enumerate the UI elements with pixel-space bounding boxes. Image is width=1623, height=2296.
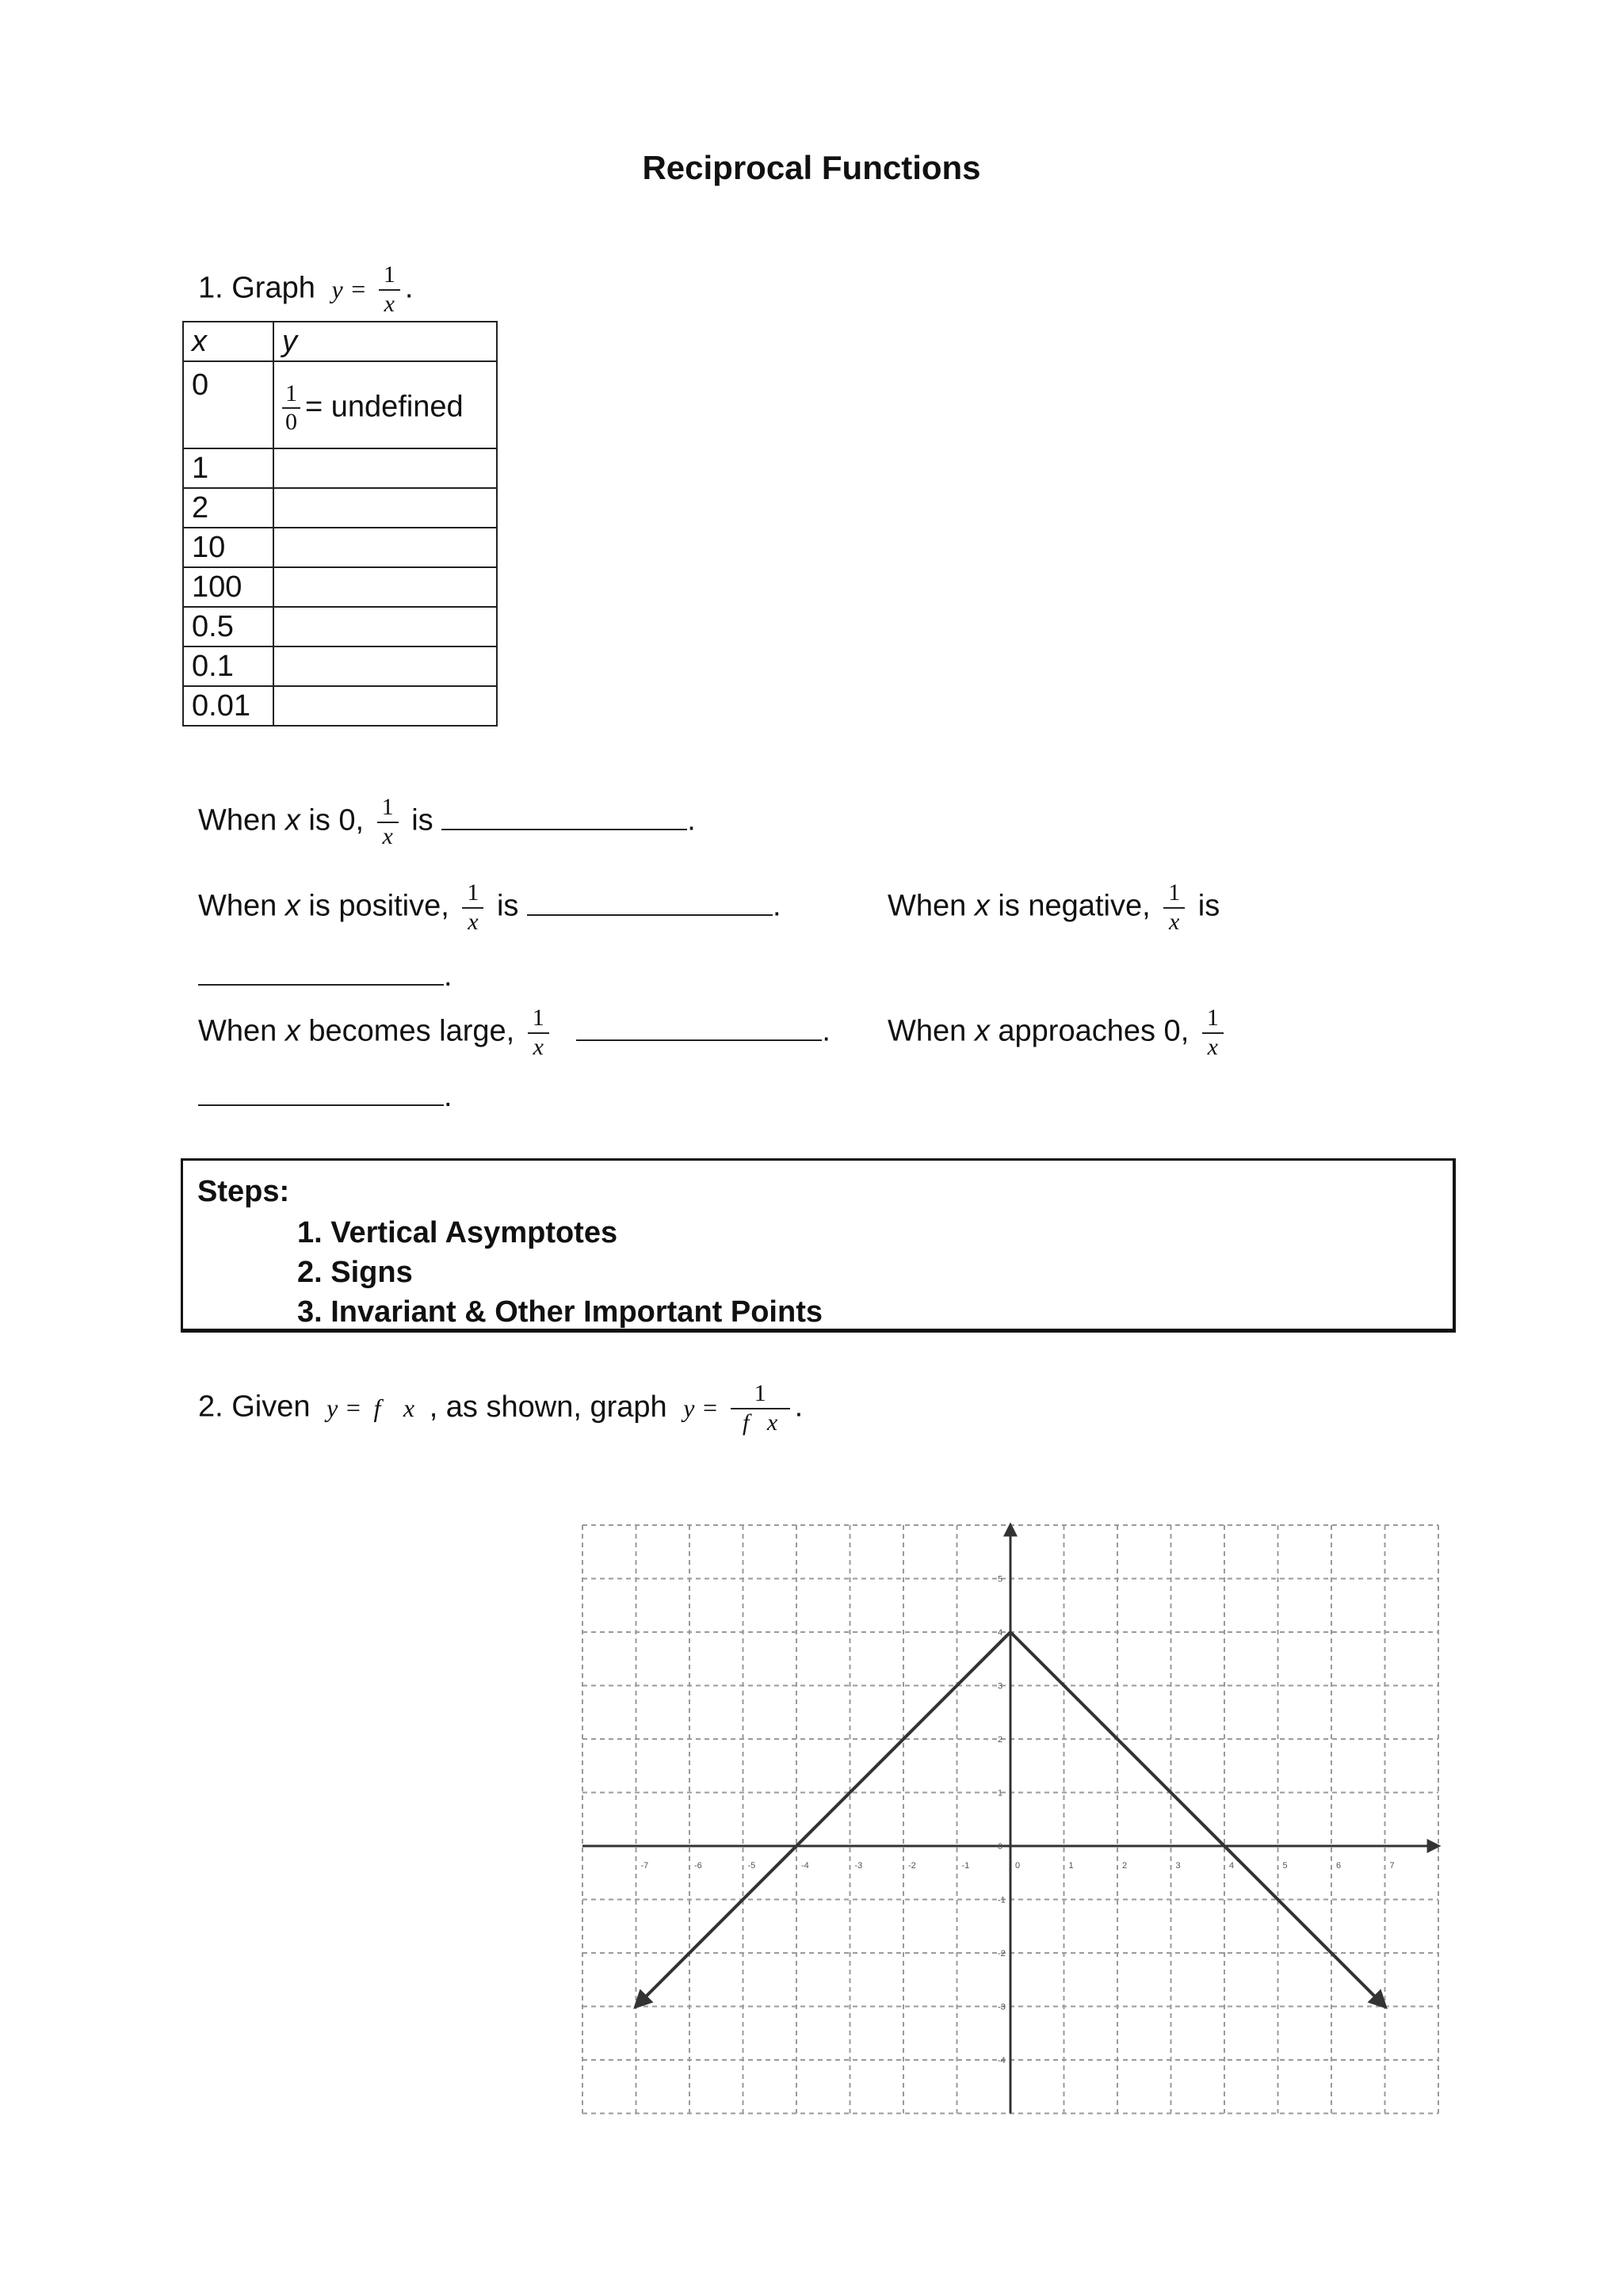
cell-x: 0.1 xyxy=(183,646,273,686)
fraction: $\frac{1}{x}$ xyxy=(462,879,483,936)
y-tick-label: 1 xyxy=(998,1788,1003,1798)
q1-num: 1 xyxy=(379,261,400,291)
question-2: 2. Given y = f x , as shown, graph y = $\frac{1}{\text{f x}}$ . xyxy=(198,1380,804,1436)
question-1 xyxy=(198,261,413,318)
q1-fraction xyxy=(379,261,400,318)
x-tick-label: -1 xyxy=(961,1861,970,1871)
cell-y-blank[interactable] xyxy=(273,646,497,686)
statement-x-negative: When x is negative, $\frac{1}{x}$ is xyxy=(888,879,1220,935)
cell-y-blank[interactable] xyxy=(273,528,497,567)
y-tick-label: 3 xyxy=(998,1681,1003,1691)
x-tick-label: 5 xyxy=(1282,1861,1288,1871)
steps-heading: Steps: xyxy=(197,1175,290,1208)
answer-blank[interactable] xyxy=(576,1013,822,1041)
cell-x: 0 xyxy=(183,361,273,448)
table-row xyxy=(183,607,497,646)
step-item: 1. Vertical Asymptotes xyxy=(297,1216,618,1249)
table-row xyxy=(183,448,497,488)
statement-x-large: When x becomes large, $\frac{1}{x}$ . xyxy=(198,1005,831,1060)
x-tick-label: -4 xyxy=(801,1861,809,1871)
statement-approach-continuation: . xyxy=(198,1077,453,1112)
q1-equals: = xyxy=(351,274,366,303)
cell-x: 10 xyxy=(183,528,273,567)
y-tick-label: -3 xyxy=(998,2002,1006,2012)
answer-blank[interactable] xyxy=(198,957,444,986)
table-row xyxy=(183,646,497,686)
cell-x: 1 xyxy=(183,448,273,488)
function-line-segment xyxy=(636,1632,1011,2007)
table-row xyxy=(183,488,497,528)
y-tick-label: 5 xyxy=(998,1574,1003,1585)
x-tick-label: -7 xyxy=(640,1861,649,1871)
x-tick-label: -3 xyxy=(854,1861,863,1871)
x-tick-label: -5 xyxy=(747,1861,756,1871)
statement-x-positive: When x is positive, $\frac{1}{x}$ is . xyxy=(198,879,781,935)
function-graph xyxy=(555,1497,1442,2131)
fraction: $\frac{1}{x}$ xyxy=(1163,879,1185,936)
cell-y-undefined: $\frac{1}{0}$ = undefined xyxy=(273,361,497,448)
x-tick-label: 4 xyxy=(1229,1861,1235,1871)
x-tick-label: 1 xyxy=(1068,1861,1074,1871)
cell-y-blank[interactable] xyxy=(273,686,497,726)
y-tick-label: -1 xyxy=(998,1895,1006,1905)
y-tick-label: 2 xyxy=(998,1735,1003,1745)
x-tick-label: 2 xyxy=(1122,1861,1128,1871)
table-row xyxy=(183,528,497,567)
fraction: $\frac{1}{x}$ xyxy=(377,794,399,850)
x-tick-label: 3 xyxy=(1175,1861,1181,1871)
statement-x-approaches-zero: When x approaches 0, $\frac{1}{x}$ xyxy=(888,1005,1228,1061)
statement-x-zero: When x is 0, $\frac{1}{x}$ is . xyxy=(198,794,696,849)
zero-fraction: $\frac{1}{0}$ xyxy=(282,380,300,437)
page-title: Reciprocal Functions xyxy=(642,149,981,186)
cell-y-blank[interactable] xyxy=(273,488,497,528)
q1-den: x xyxy=(384,290,395,317)
fraction: $\frac{1}{x}$ xyxy=(528,1005,549,1061)
x-tick-label: 7 xyxy=(1389,1861,1395,1871)
x-tick-label: 0 xyxy=(1015,1861,1021,1871)
table-row xyxy=(183,567,497,607)
y-tick-label: -2 xyxy=(998,1949,1006,1958)
cell-y-blank[interactable] xyxy=(273,567,497,607)
table-of-values xyxy=(182,321,498,727)
q1-suffix: . xyxy=(404,271,414,305)
y-tick-label: -4 xyxy=(998,2056,1006,2065)
table-row xyxy=(183,686,497,726)
q1-y: y xyxy=(331,274,343,303)
cell-x: 100 xyxy=(183,567,273,607)
cell-y-blank[interactable] xyxy=(273,448,497,488)
cell-x: 2 xyxy=(183,488,273,528)
x-tick-label: -2 xyxy=(908,1861,916,1871)
fraction: $\frac{1}{x}$ xyxy=(1202,1005,1224,1061)
function-line-segment xyxy=(1010,1632,1385,2007)
step-item: 3. Invariant & Other Important Points xyxy=(297,1295,823,1329)
statement-negative-continuation: . xyxy=(198,957,453,991)
q1-prefix: 1. Graph xyxy=(198,271,315,305)
cell-y-blank[interactable] xyxy=(273,607,497,646)
x-tick-label: -6 xyxy=(694,1861,702,1871)
answer-blank[interactable] xyxy=(198,1077,444,1106)
steps-box xyxy=(181,1158,1456,1333)
y-tick-label: 0 xyxy=(998,1842,1003,1852)
answer-blank[interactable] xyxy=(441,802,687,830)
q2-fraction: $\frac{1}{\text{f x}}$ xyxy=(731,1380,790,1436)
step-item: 2. Signs xyxy=(297,1256,413,1289)
table-header-row xyxy=(183,322,497,361)
y-tick-label: 4 xyxy=(998,1628,1003,1638)
header-x: x xyxy=(183,322,273,361)
header-y: y xyxy=(273,322,497,361)
answer-blank[interactable] xyxy=(527,887,773,916)
cell-x: 0.01 xyxy=(183,686,273,726)
cell-x: 0.5 xyxy=(183,607,273,646)
table-row xyxy=(183,361,497,448)
x-tick-label: 6 xyxy=(1336,1861,1342,1871)
